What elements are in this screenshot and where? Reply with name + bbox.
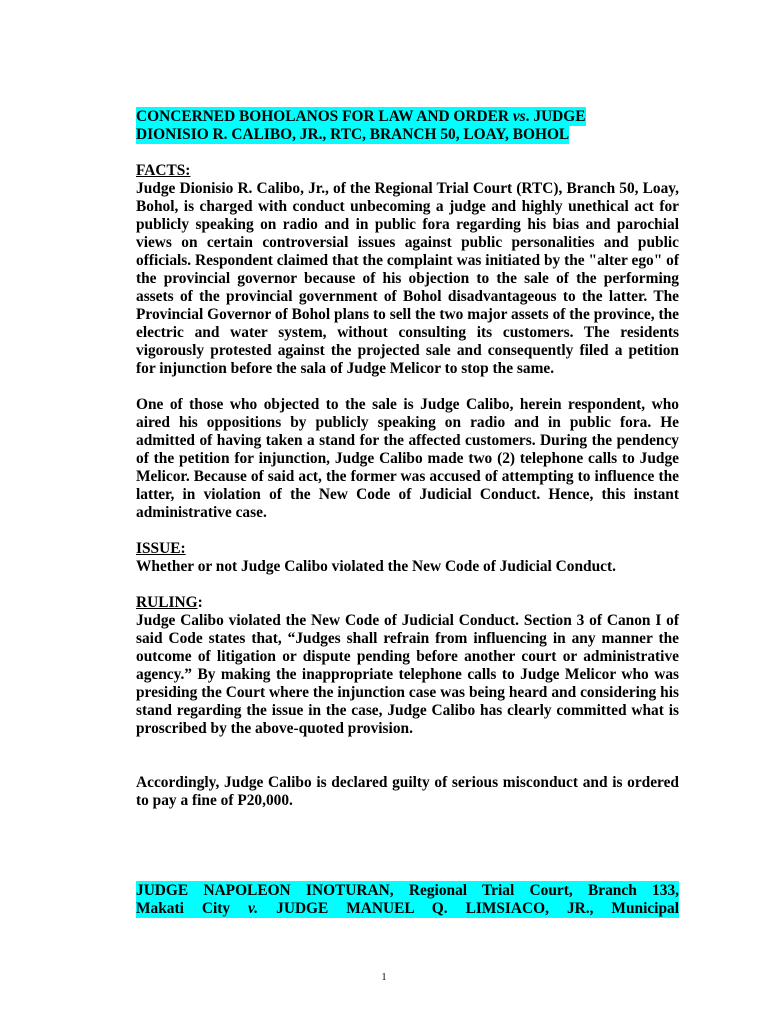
case2-title bbox=[136, 882, 679, 918]
ruling-heading-line bbox=[136, 594, 679, 612]
document-body bbox=[136, 108, 679, 918]
page-number: 1 bbox=[381, 972, 387, 983]
case1-title-line1: CONCERNED BOHOLANOS FOR LAW AND ORDER vs. JUDGE bbox=[136, 108, 586, 125]
facts-heading: FACTS: bbox=[136, 162, 191, 179]
ruling-heading: RULING bbox=[136, 594, 198, 611]
ruling-colon: : bbox=[197, 594, 203, 611]
case2-title-line1: JUDGE NAPOLEON INOTURAN, Regional Trial Court, Branch 133, bbox=[136, 882, 679, 899]
facts-paragraph-2: One of those who objected to the sale is Judge Calibo, herein respondent, who aired his oppositions by publicly speaking on radio and in public fora. He admitted of having taken a stand for the affected customers. During the pendency of the petition for injunction, Judge Calibo made two (2) telephone calls to Judge Melicor. Because of said act, the former was accused of attempting to influence the latter, in violation of the New Code of Judicial Conduct. Hence, this instant administrative case. bbox=[136, 396, 679, 521]
case1-title bbox=[136, 108, 679, 144]
case2-title-line2: Makati City v. JUDGE MANUEL Q. LIMSIACO, JR., Municipal bbox=[136, 900, 679, 917]
issue-text: Whether or not Judge Calibo violated the New Code of Judicial Conduct. bbox=[136, 558, 616, 575]
issue-heading: ISSUE: bbox=[136, 540, 186, 557]
ruling-paragraph-1: Judge Calibo violated the New Code of Judicial Conduct. Section 3 of Canon I of said Code states that, “Judges shall refrain from influencing in any manner the outcome of litigation or dispute pending before another court or administrative agency.” By making the inappropriate telephone calls to Judge Melicor who was presiding the Court where the injunction case was being heard and considering his stand regarding the issue in the case, Judge Calibo has clearly committed what is proscribed by the above-quoted provision. bbox=[136, 612, 679, 737]
case1-title-line2: DIONISIO R. CALIBO, JR., RTC, BRANCH 50, LOAY, BOHOL bbox=[136, 126, 570, 143]
ruling-paragraph-2: Accordingly, Judge Calibo is declared guilty of serious misconduct and is ordered to pay a fine of P20,000. bbox=[136, 774, 679, 809]
facts-paragraph-1: Judge Dionisio R. Calibo, Jr., of the Regional Trial Court (RTC), Branch 50, Loay, Bohol, is charged with conduct unbecoming a judge and highly unethical act for publicly speaking on radio and in public fora regarding his bias and parochial views on certain controversial issues against public personalities and public officials. Respondent claimed that the complaint was initiated by the "alter ego" of the provincial governor because of his objection to the sale of the performing assets of the provincial government of Bohol disadvantageous to the latter. The Provincial Governor of Bohol plans to sell the two major assets of the province, the electric and water system, without consulting its customers. The residents vigorously protested against the projected sale and consequently filed a petition for injunction before the sala of Judge Melicor to stop the same. bbox=[136, 180, 679, 377]
